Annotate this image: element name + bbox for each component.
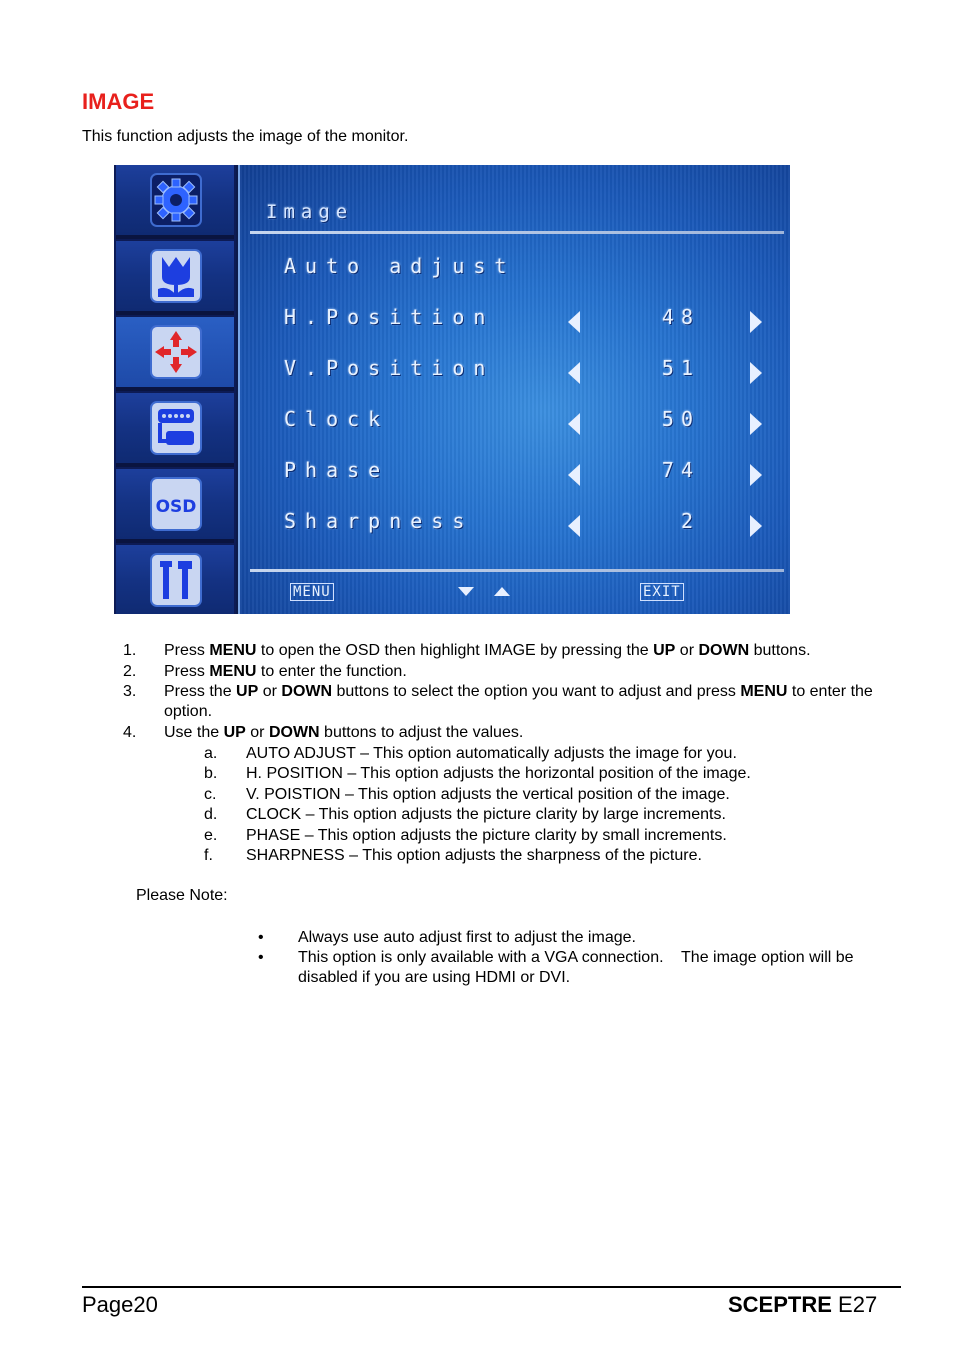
step-number: 2. [123,663,137,680]
step-number: 3. [123,683,137,700]
osd-row-clock [240,407,790,447]
substep-letter: e. [204,827,218,844]
left-arrow-icon [568,464,580,486]
page-number: Page20 [82,1292,158,1317]
substep-text: AUTO ADJUST – This option automatically adjusts the image for you. [246,745,737,762]
osd-divider [250,569,784,572]
osd-row-value: 50 [661,407,700,431]
osd-menu-label: MENU [290,583,334,601]
osd-divider [250,231,784,234]
osd-row-label: H.Position [284,305,495,329]
osd-row-auto-adjust [240,254,790,294]
osd-sidebar [114,165,236,614]
osd-sidebar-item-settings [116,165,234,239]
step-text: Use the UP or DOWN buttons to adjust the values. [164,724,524,741]
step-text: Press the UP or DOWN buttons to select the option you want to adjust and press MENU to enter the option. [164,683,873,720]
right-arrow-icon [750,311,762,333]
osd-row-value: 2 [680,509,700,533]
osd-row-label: Phase [284,458,390,482]
step-number: 1. [123,642,137,659]
right-arrow-icon [750,515,762,537]
bullet-text: This option is only available with a VGA connection. The image option will be disabled if you are using HDMI or DVI. [298,949,859,986]
osd-sidebar-item-tools [116,545,234,614]
substep-text: H. POSITION – This option adjusts the horizontal position of the image. [246,765,751,782]
osd-row-value: 48 [661,305,700,329]
brand-model [728,1292,877,1318]
step-number: 4. [123,724,137,741]
substep-letter: b. [204,765,218,782]
tulip-icon [150,249,202,303]
osd-icon-text: OSD [155,497,197,517]
substep-text: CLOCK – This option adjusts the picture clarity by large increments. [246,806,726,823]
right-arrow-icon [750,413,762,435]
up-arrow-icon [494,587,510,596]
gear-icon [150,173,202,227]
substep-text: V. POISTION – This option adjusts the vertical position of the image. [246,786,730,803]
osd-sidebar-item-osd [116,469,234,543]
osd-icon [150,477,202,531]
osd-sidebar-item-picture [116,241,234,315]
osd-screenshot [114,165,790,614]
step-text: Press MENU to enter the function. [164,663,407,680]
osd-row-value: 74 [661,458,700,482]
osd-footer [240,573,790,613]
osd-row-v-position [240,356,790,396]
bullet-icon: • [258,949,264,966]
arrows-icon [150,325,202,379]
osd-exit-label: EXIT [640,583,684,601]
substep-letter: f. [204,847,213,864]
down-arrow-icon [458,587,474,596]
step-text: Press MENU to open the OSD then highlight IMAGE by pressing the UP or DOWN buttons. [164,642,811,659]
brand-name: SCEPTRE [728,1292,832,1317]
substep-letter: a. [204,745,218,762]
substep-text: SHARPNESS – This option adjusts the sharpness of the picture. [246,847,702,864]
model-name: E27 [831,1292,878,1317]
osd-title: Image [266,201,354,223]
left-arrow-icon [568,362,580,384]
substep-letter: d. [204,806,218,823]
osd-row-h-position [240,305,790,345]
intro-text: This function adjusts the image of the monitor. [82,128,409,145]
note-label: Please Note: [136,887,228,904]
substep-text: PHASE – This option adjusts the picture clarity by small increments. [246,827,727,844]
bullet-icon: • [258,929,264,946]
left-arrow-icon [568,515,580,537]
left-arrow-icon [568,311,580,333]
tools-icon [150,553,202,607]
osd-row-label: V.Position [284,356,495,380]
osd-row-phase [240,458,790,498]
osd-row-value: 51 [661,356,700,380]
osd-row-label: Auto adjust [284,254,516,278]
osd-row-label: Sharpness [284,509,474,533]
footer-divider [82,1286,901,1288]
osd-panel [238,165,790,614]
osd-row-label: Clock [284,407,390,431]
osd-row-sharpness [240,509,790,549]
left-arrow-icon [568,413,580,435]
section-title: IMAGE [82,89,155,114]
substep-letter: c. [204,786,217,803]
right-arrow-icon [750,362,762,384]
osd-sidebar-item-input [116,393,234,467]
right-arrow-icon [750,464,762,486]
connector-icon [150,401,202,455]
osd-sidebar-item-image [116,317,234,391]
bullet-text: Always use auto adjust first to adjust the image. [298,929,636,946]
